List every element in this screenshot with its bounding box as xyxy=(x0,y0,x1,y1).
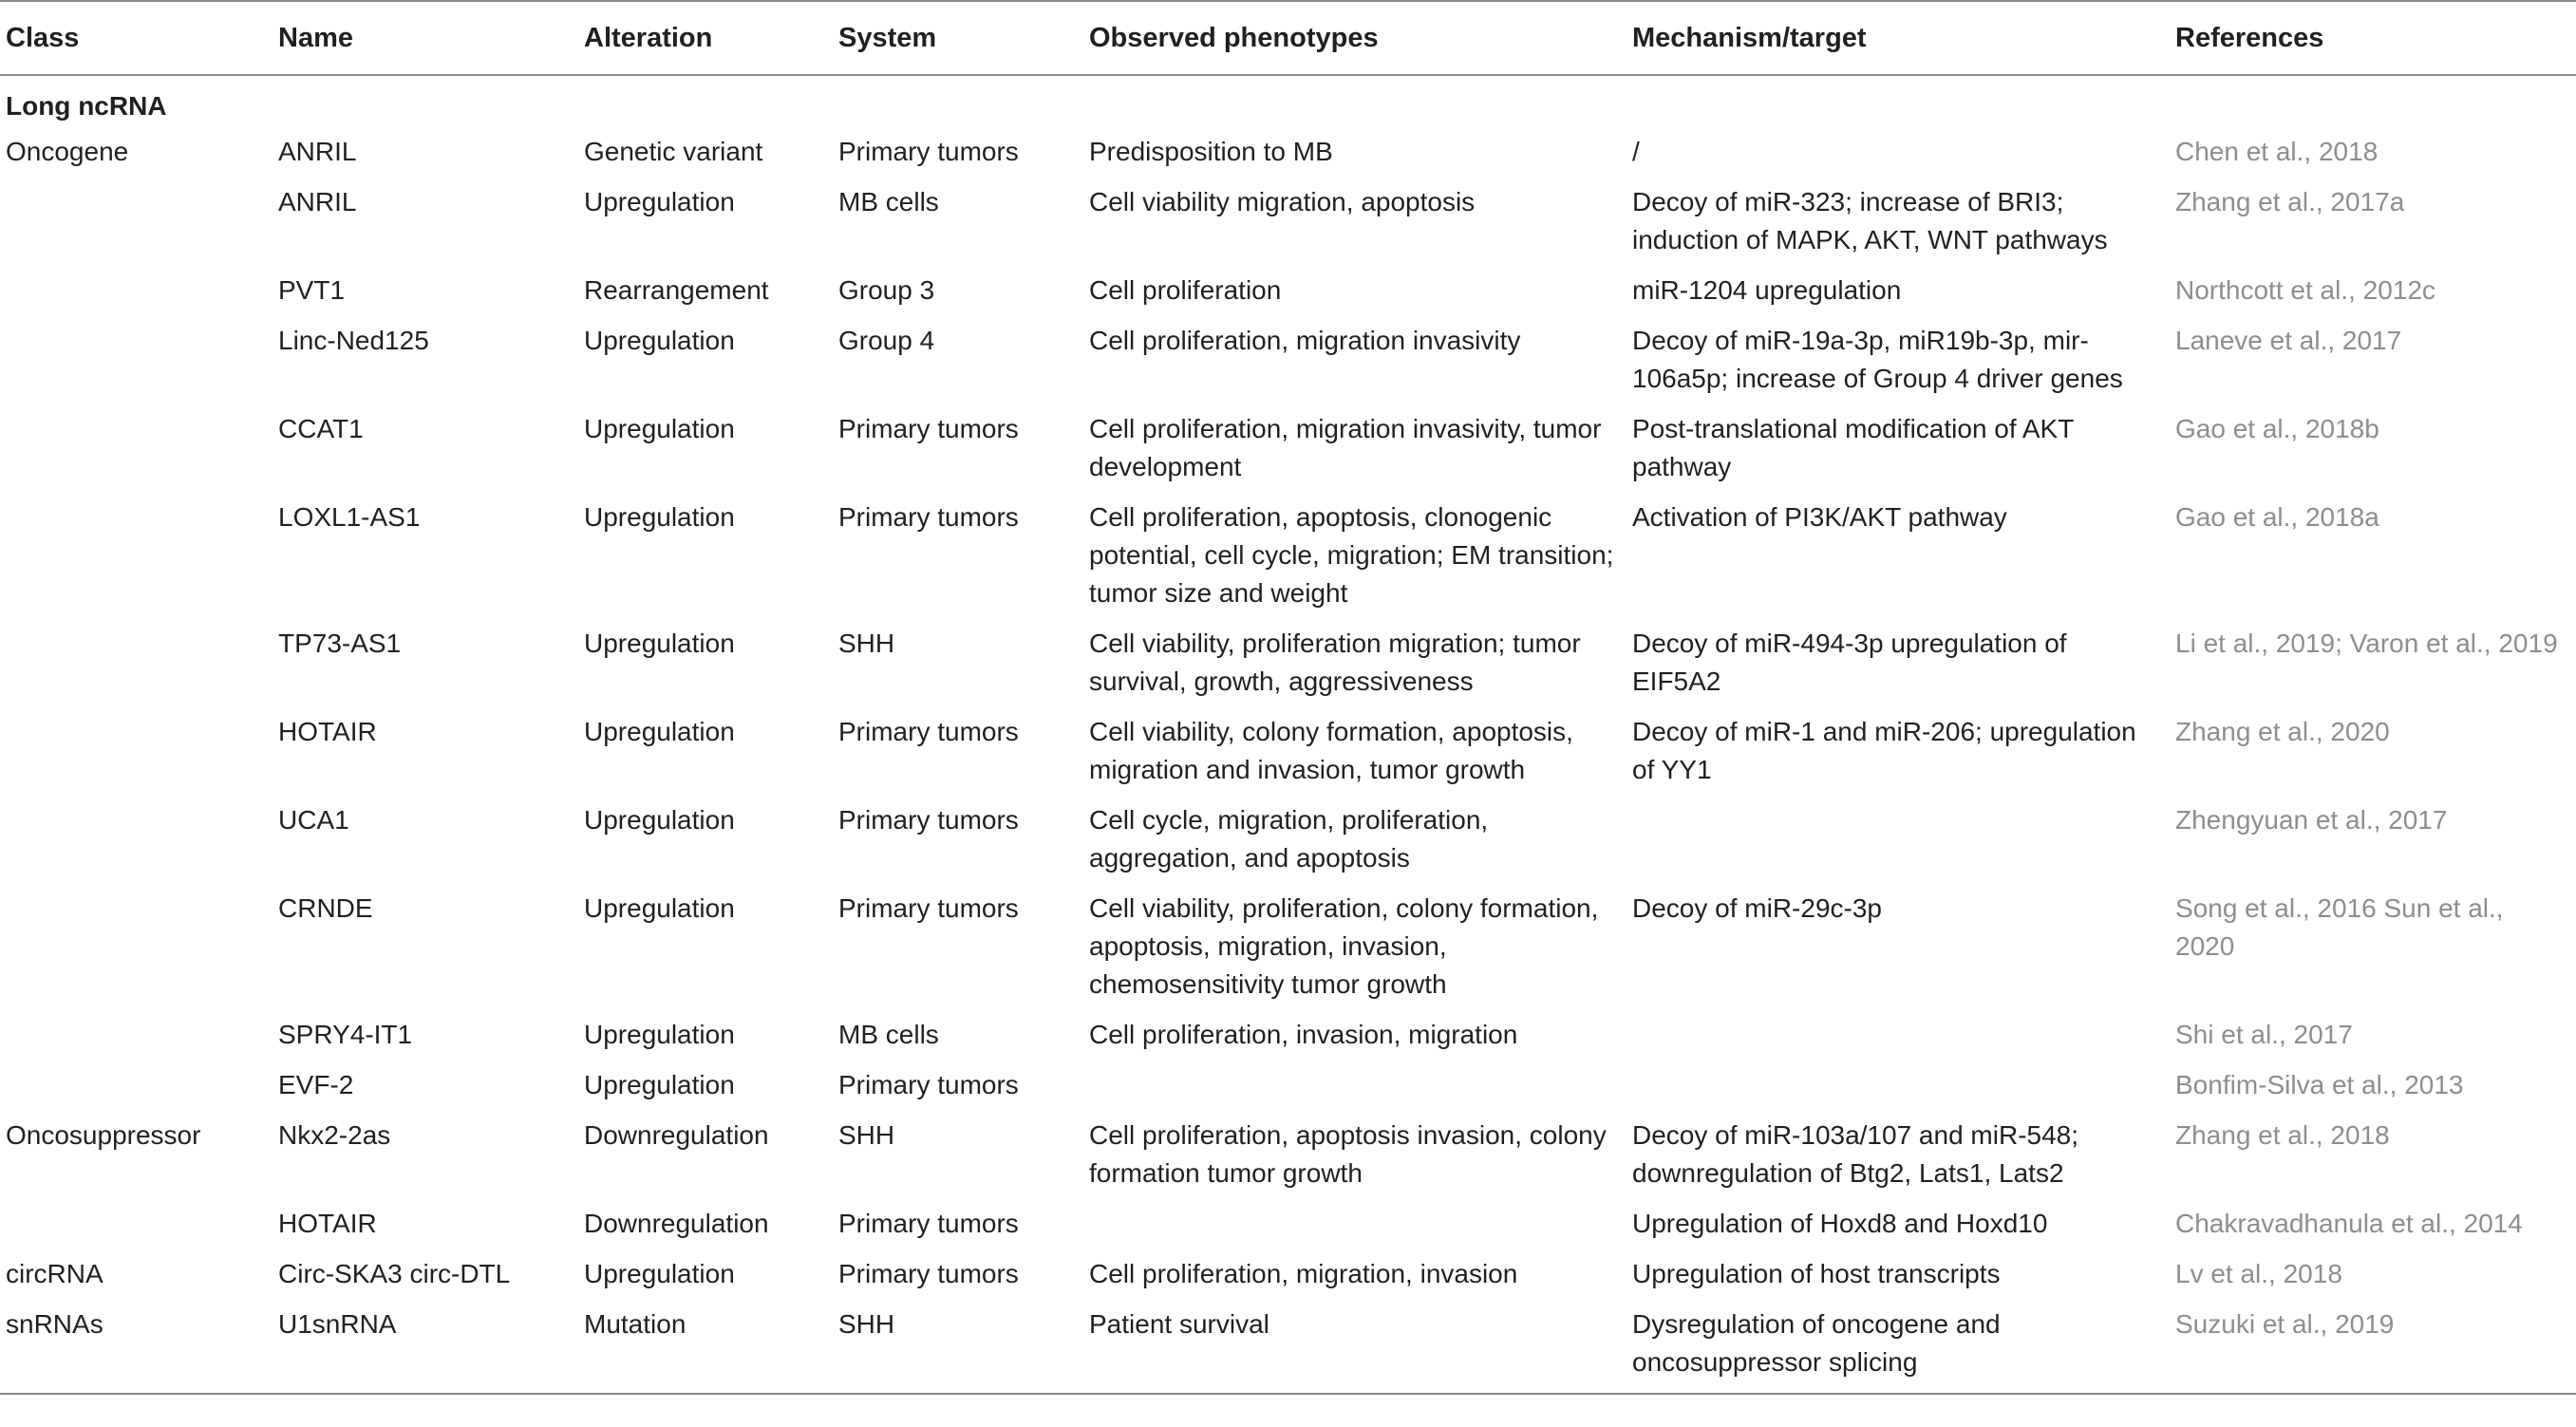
cell-system: Group 3 xyxy=(838,275,935,305)
cell-system: Primary tumors xyxy=(838,1209,1019,1238)
table-header xyxy=(0,1,2576,75)
cell-mechanism: Decoy of miR-1 and miR-206; upregulation of YY1 xyxy=(1632,717,2136,784)
cell-class xyxy=(0,1199,273,1249)
cell-class xyxy=(0,1061,273,1111)
table-row xyxy=(0,1300,2576,1394)
cell-alteration: Upregulation xyxy=(584,805,735,835)
cell-class xyxy=(0,316,273,404)
cell-phenotypes: Cell proliferation, invasion, migration xyxy=(1089,1020,1518,1049)
cell-alteration: Upregulation xyxy=(584,1020,735,1049)
cell-references: Li et al., 2019; Varon et al., 2019 xyxy=(2175,629,2558,658)
cell-mechanism: miR-1204 upregulation xyxy=(1632,275,1902,305)
table-row xyxy=(0,1061,2576,1111)
cell-system: Primary tumors xyxy=(838,1259,1019,1288)
cell-name: SPRY4-IT1 xyxy=(278,1020,413,1049)
table-row xyxy=(0,619,2576,707)
table-row xyxy=(0,1249,2576,1300)
cell-mechanism xyxy=(1626,1061,2170,1111)
cell-phenotypes: Cell viability, proliferation, colony formation, apoptosis, migration, invasion, chemosensitivity tumor growth xyxy=(1089,893,1599,999)
cell-phenotypes: Cell proliferation, migration invasivity xyxy=(1089,326,1521,355)
cell-phenotypes xyxy=(1083,1061,1626,1111)
table-row xyxy=(0,316,2576,404)
cell-alteration: Downregulation xyxy=(584,1120,769,1150)
cell-name: PVT1 xyxy=(278,275,346,305)
cell-alteration: Upregulation xyxy=(584,326,735,355)
cell-references: Song et al., 2016 Sun et al., 2020 xyxy=(2175,893,2504,961)
cell-class: circRNA xyxy=(6,1259,103,1288)
cell-name: CRNDE xyxy=(278,893,373,923)
cell-alteration: Downregulation xyxy=(584,1209,769,1238)
cell-class xyxy=(0,1010,273,1061)
cell-alteration: Upregulation xyxy=(584,1070,735,1099)
cell-name: CCAT1 xyxy=(278,414,364,443)
cell-system: Primary tumors xyxy=(838,137,1019,166)
header-references: References xyxy=(2175,23,2324,53)
cell-mechanism: Upregulation of Hoxd8 and Hoxd10 xyxy=(1632,1209,2048,1238)
cell-alteration: Rearrangement xyxy=(584,275,769,305)
cell-references: Chakravadhanula et al., 2014 xyxy=(2175,1209,2523,1238)
cell-system: Primary tumors xyxy=(838,1070,1019,1099)
cell-phenotypes: Cell proliferation, migration invasivity, tumor development xyxy=(1089,414,1602,481)
cell-class xyxy=(0,884,273,1010)
cell-system: Primary tumors xyxy=(838,414,1019,443)
cell-alteration: Upregulation xyxy=(584,1259,735,1288)
cell-name: Nkx2-2as xyxy=(278,1120,391,1150)
cell-phenotypes: Patient survival xyxy=(1089,1309,1269,1339)
section-title: Long ncRNA xyxy=(6,91,167,121)
table-row xyxy=(0,796,2576,884)
cell-system: Primary tumors xyxy=(838,502,1019,532)
cell-mechanism: Decoy of miR-19a-3p, miR19b-3p, mir-106a5p; increase of Group 4 driver genes xyxy=(1632,326,2123,393)
header-row xyxy=(0,1,2576,75)
cell-name: Linc-Ned125 xyxy=(278,326,429,355)
cell-system: MB cells xyxy=(838,1020,939,1049)
cell-mechanism: Decoy of miR-494-3p upregulation of EIF5A2 xyxy=(1632,629,2067,696)
cell-name: ANRIL xyxy=(278,137,357,166)
cell-mechanism: Dysregulation of oncogene and oncosuppressor splicing xyxy=(1632,1309,2001,1377)
cell-name: Circ-SKA3 circ-DTL xyxy=(278,1259,511,1288)
cell-alteration: Upregulation xyxy=(584,893,735,923)
cell-phenotypes: Cell proliferation xyxy=(1089,275,1282,305)
cell-mechanism xyxy=(1626,1010,2170,1061)
cell-phenotypes: Cell proliferation, migration, invasion xyxy=(1089,1259,1518,1288)
cell-mechanism: Post-translational modification of AKT pathway xyxy=(1632,414,2074,481)
cell-system: Primary tumors xyxy=(838,893,1019,923)
cell-references: Lv et al., 2018 xyxy=(2175,1259,2342,1288)
cell-mechanism: Decoy of miR-323; increase of BRI3; induction of MAPK, AKT, WNT pathways xyxy=(1632,187,2108,254)
header-system: System xyxy=(838,23,937,53)
cell-references: Bonfim-Silva et al., 2013 xyxy=(2175,1070,2464,1099)
table-row xyxy=(0,266,2576,316)
cell-name: U1snRNA xyxy=(278,1309,397,1339)
cell-system: SHH xyxy=(838,629,895,658)
cell-references: Zhengyuan et al., 2017 xyxy=(2175,805,2448,835)
cell-system: Primary tumors xyxy=(838,805,1019,835)
cell-alteration: Genetic variant xyxy=(584,137,763,166)
cell-class xyxy=(0,493,273,619)
table-row xyxy=(0,1010,2576,1061)
cell-references: Gao et al., 2018a xyxy=(2175,502,2379,532)
cell-system: Primary tumors xyxy=(838,717,1019,746)
cell-system: SHH xyxy=(838,1120,895,1150)
cell-class: Oncogene xyxy=(6,137,129,166)
cell-name: TP73-AS1 xyxy=(278,629,402,658)
cell-class xyxy=(0,707,273,796)
cell-class: snRNAs xyxy=(6,1309,103,1339)
header-name: Name xyxy=(278,23,353,53)
cell-references: Zhang et al., 2017a xyxy=(2175,187,2405,216)
cell-name: HOTAIR xyxy=(278,1209,377,1238)
cell-alteration: Upregulation xyxy=(584,414,735,443)
cell-mechanism: Activation of PI3K/AKT pathway xyxy=(1632,502,2007,532)
cell-references: Laneve et al., 2017 xyxy=(2175,326,2402,355)
cell-alteration: Upregulation xyxy=(584,717,735,746)
cell-alteration: Mutation xyxy=(584,1309,686,1339)
table-row xyxy=(0,707,2576,796)
table-row xyxy=(0,493,2576,619)
cell-references: Shi et al., 2017 xyxy=(2175,1020,2353,1049)
header-phenotypes: Observed phenotypes xyxy=(1089,23,1379,53)
cell-mechanism xyxy=(1626,796,2170,884)
cell-name: UCA1 xyxy=(278,805,349,835)
cell-name: EVF-2 xyxy=(278,1070,354,1099)
cell-mechanism: Decoy of miR-29c-3p xyxy=(1632,893,1882,923)
header-class: Class xyxy=(6,23,80,53)
cell-phenotypes: Cell viability, proliferation migration; tumor survival, growth, aggressiveness xyxy=(1089,629,1581,696)
table-row xyxy=(0,127,2576,178)
cell-phenotypes: Cell viability migration, apoptosis xyxy=(1089,187,1476,216)
cell-system: Group 4 xyxy=(838,326,935,355)
cell-references: Zhang et al., 2018 xyxy=(2175,1120,2390,1150)
cell-phenotypes: Cell proliferation, apoptosis, clonogenic potential, cell cycle, migration; EM transition; tumor size and weight xyxy=(1089,502,1614,608)
cell-class xyxy=(0,266,273,316)
section-row xyxy=(0,75,2576,127)
cell-name: LOXL1-AS1 xyxy=(278,502,421,532)
cell-references: Northcott et al., 2012c xyxy=(2175,275,2435,305)
cell-alteration: Upregulation xyxy=(584,187,735,216)
cell-class xyxy=(0,619,273,707)
cell-phenotypes xyxy=(1083,1199,1626,1249)
table-row xyxy=(0,404,2576,493)
cell-phenotypes: Cell proliferation, apoptosis invasion, colony formation tumor growth xyxy=(1089,1120,1607,1188)
table-body xyxy=(0,75,2576,1394)
cell-class xyxy=(0,404,273,493)
cell-alteration: Upregulation xyxy=(584,502,735,532)
cell-name: HOTAIR xyxy=(278,717,377,746)
cell-mechanism: / xyxy=(1632,137,1640,166)
cell-alteration: Upregulation xyxy=(584,629,735,658)
table-row xyxy=(0,884,2576,1010)
cell-references: Zhang et al., 2020 xyxy=(2175,717,2390,746)
table-row xyxy=(0,1111,2576,1199)
cell-phenotypes: Cell viability, colony formation, apoptosis, migration and invasion, tumor growth xyxy=(1089,717,1573,784)
cell-mechanism: Decoy of miR-103a/107 and miR-548; downregulation of Btg2, Lats1, Lats2 xyxy=(1632,1120,2079,1188)
cell-references: Gao et al., 2018b xyxy=(2175,414,2379,443)
cell-mechanism: Upregulation of host transcripts xyxy=(1632,1259,2001,1288)
cell-class: Oncosuppressor xyxy=(6,1120,201,1150)
header-mechanism: Mechanism/target xyxy=(1632,23,1867,53)
cell-phenotypes: Cell cycle, migration, proliferation, aggregation, and apoptosis xyxy=(1089,805,1489,873)
table-row xyxy=(0,178,2576,266)
cell-system: SHH xyxy=(838,1309,895,1339)
cell-name: ANRIL xyxy=(278,187,357,216)
cell-class xyxy=(0,178,273,266)
header-alteration: Alteration xyxy=(584,23,713,53)
cell-system: MB cells xyxy=(838,187,939,216)
table-row xyxy=(0,1199,2576,1249)
cell-class xyxy=(0,796,273,884)
cell-references: Chen et al., 2018 xyxy=(2175,137,2379,166)
cell-phenotypes: Predisposition to MB xyxy=(1089,137,1333,166)
cell-references: Suzuki et al., 2019 xyxy=(2175,1309,2395,1339)
